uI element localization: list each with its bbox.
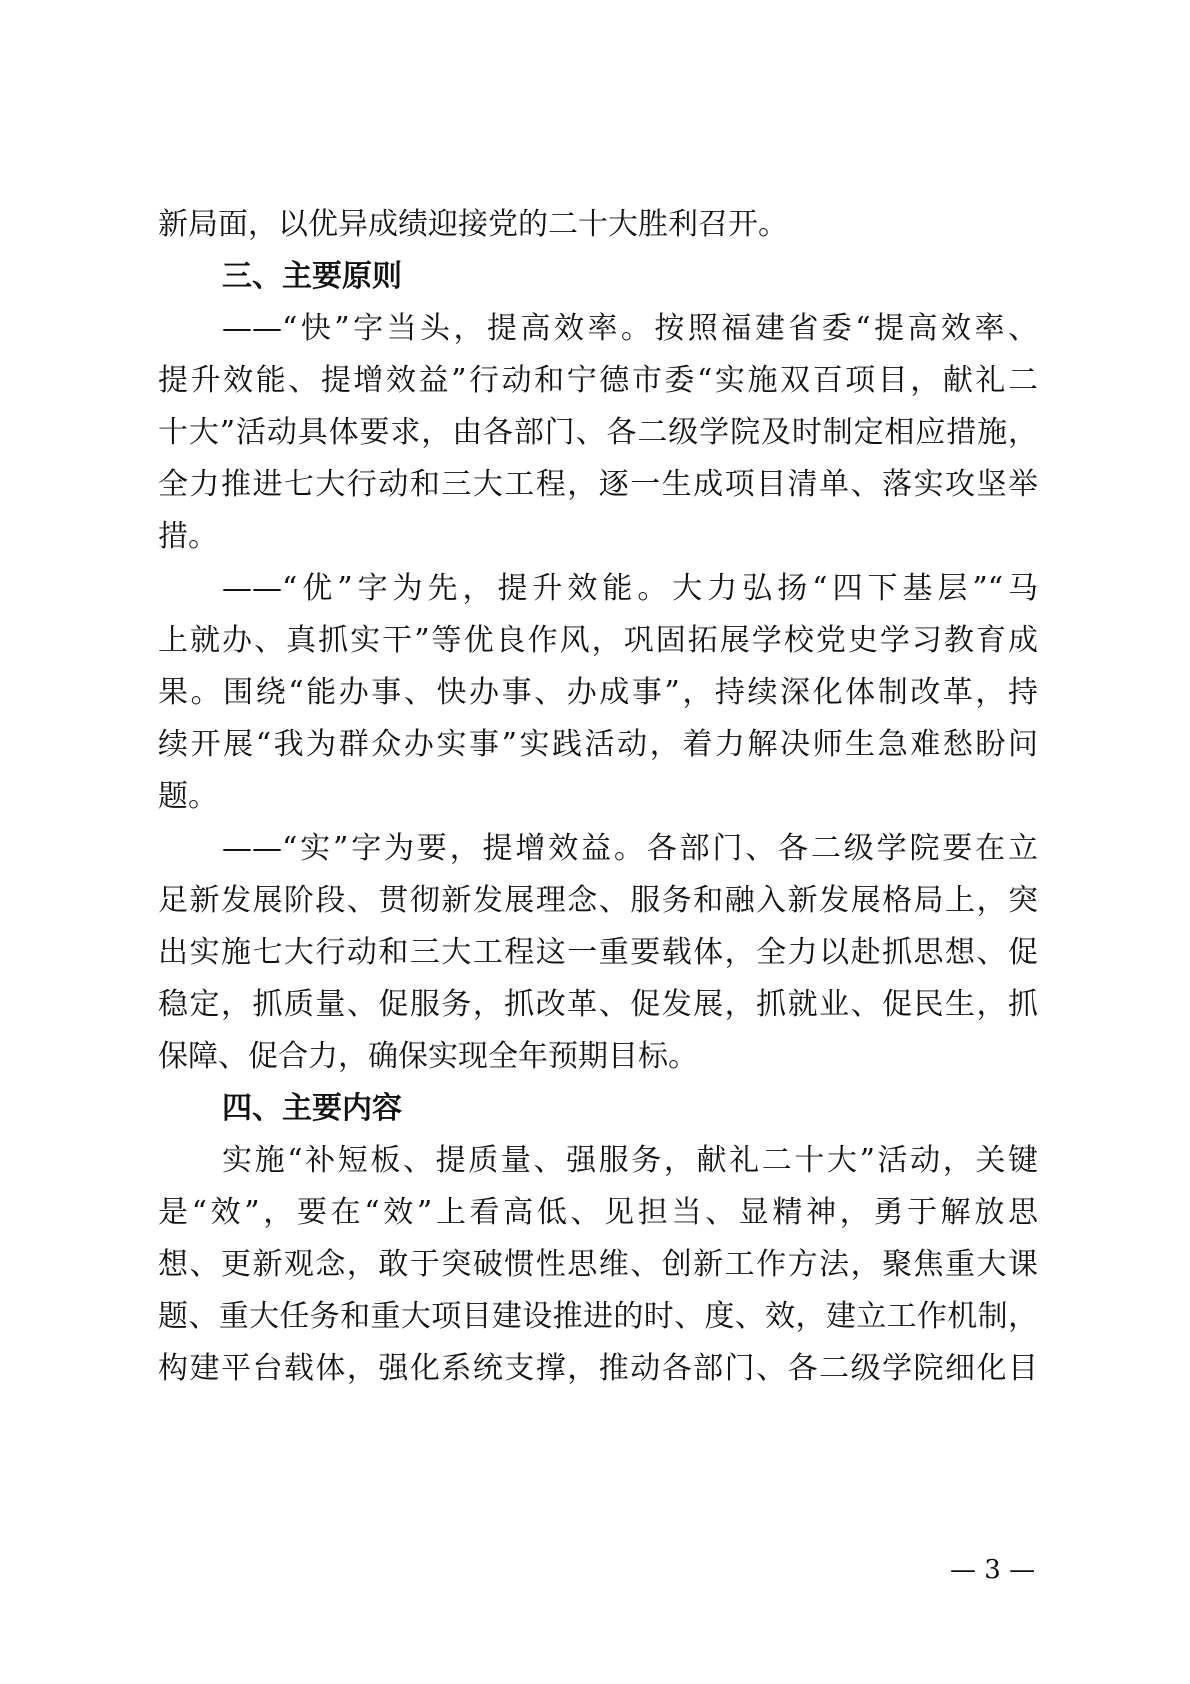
body-text-line: ——“优”字为先，提升效能。大力弘扬“四下基层”“马 (222, 571, 1038, 606)
section-heading-principles: 三、主要原则 (222, 259, 402, 294)
body-text-line: ——“快”字当头，提高效率。按照福建省委“提高效率、 (222, 311, 1038, 346)
body-text-line: 足新发展阶段、贯彻新发展理念、服务和融入新发展格局上，突 (158, 883, 1038, 918)
body-text-line: 稳定，抓质量、促服务，抓改革、促发展，抓就业、促民生，抓 (158, 987, 1038, 1022)
body-text-line: 想、更新观念，敢于突破惯性思维、创新工作方法，聚焦重大课 (158, 1247, 1038, 1282)
body-text-line: 是“效”，要在“效”上看高低、见担当、显精神，勇于解放思 (158, 1195, 1038, 1230)
body-text-line: 新局面，以优异成绩迎接党的二十大胜利召开。 (158, 207, 788, 242)
body-text-line: 出实施七大行动和三大工程这一重要载体，全力以赴抓思想、促 (158, 935, 1038, 970)
body-text-line: 续开展“我为群众办实事”实践活动，着力解决师生急难愁盼问 (158, 727, 1038, 762)
body-text-line: 全力推进七大行动和三大工程，逐一生成项目清单、落实攻坚举 (158, 467, 1038, 502)
page-number: — 3 — (950, 1555, 1036, 1585)
section-heading-content: 四、主要内容 (222, 1091, 402, 1126)
body-text-line: ——“实”字为要，提增效益。各部门、各二级学院要在立 (222, 831, 1038, 866)
body-text-line: 措。 (158, 519, 218, 554)
body-text-line: 果。围绕“能办事、快办事、办成事”，持续深化体制改革，持 (158, 675, 1038, 710)
body-text-line: 构建平台载体，强化系统支撑，推动各部门、各二级学院细化目 (158, 1351, 1038, 1386)
body-text-line: 题。 (158, 779, 218, 814)
body-text-line: 提升效能、提增效益”行动和宁德市委“实施双百项目，献礼二 (158, 363, 1038, 398)
body-text-line: 十大”活动具体要求，由各部门、各二级学院及时制定相应措施， (158, 415, 1038, 450)
body-text-line: 题、重大任务和重大项目建设推进的时、度、效，建立工作机制， (158, 1299, 1038, 1334)
body-text-line: 实施“补短板、提质量、强服务，献礼二十大”活动，关键 (222, 1143, 1038, 1178)
body-text-line: 保障、促合力，确保实现全年预期目标。 (158, 1039, 698, 1074)
body-text-line: 上就办、真抓实干”等优良作风，巩固拓展学校党史学习教育成 (158, 623, 1038, 658)
